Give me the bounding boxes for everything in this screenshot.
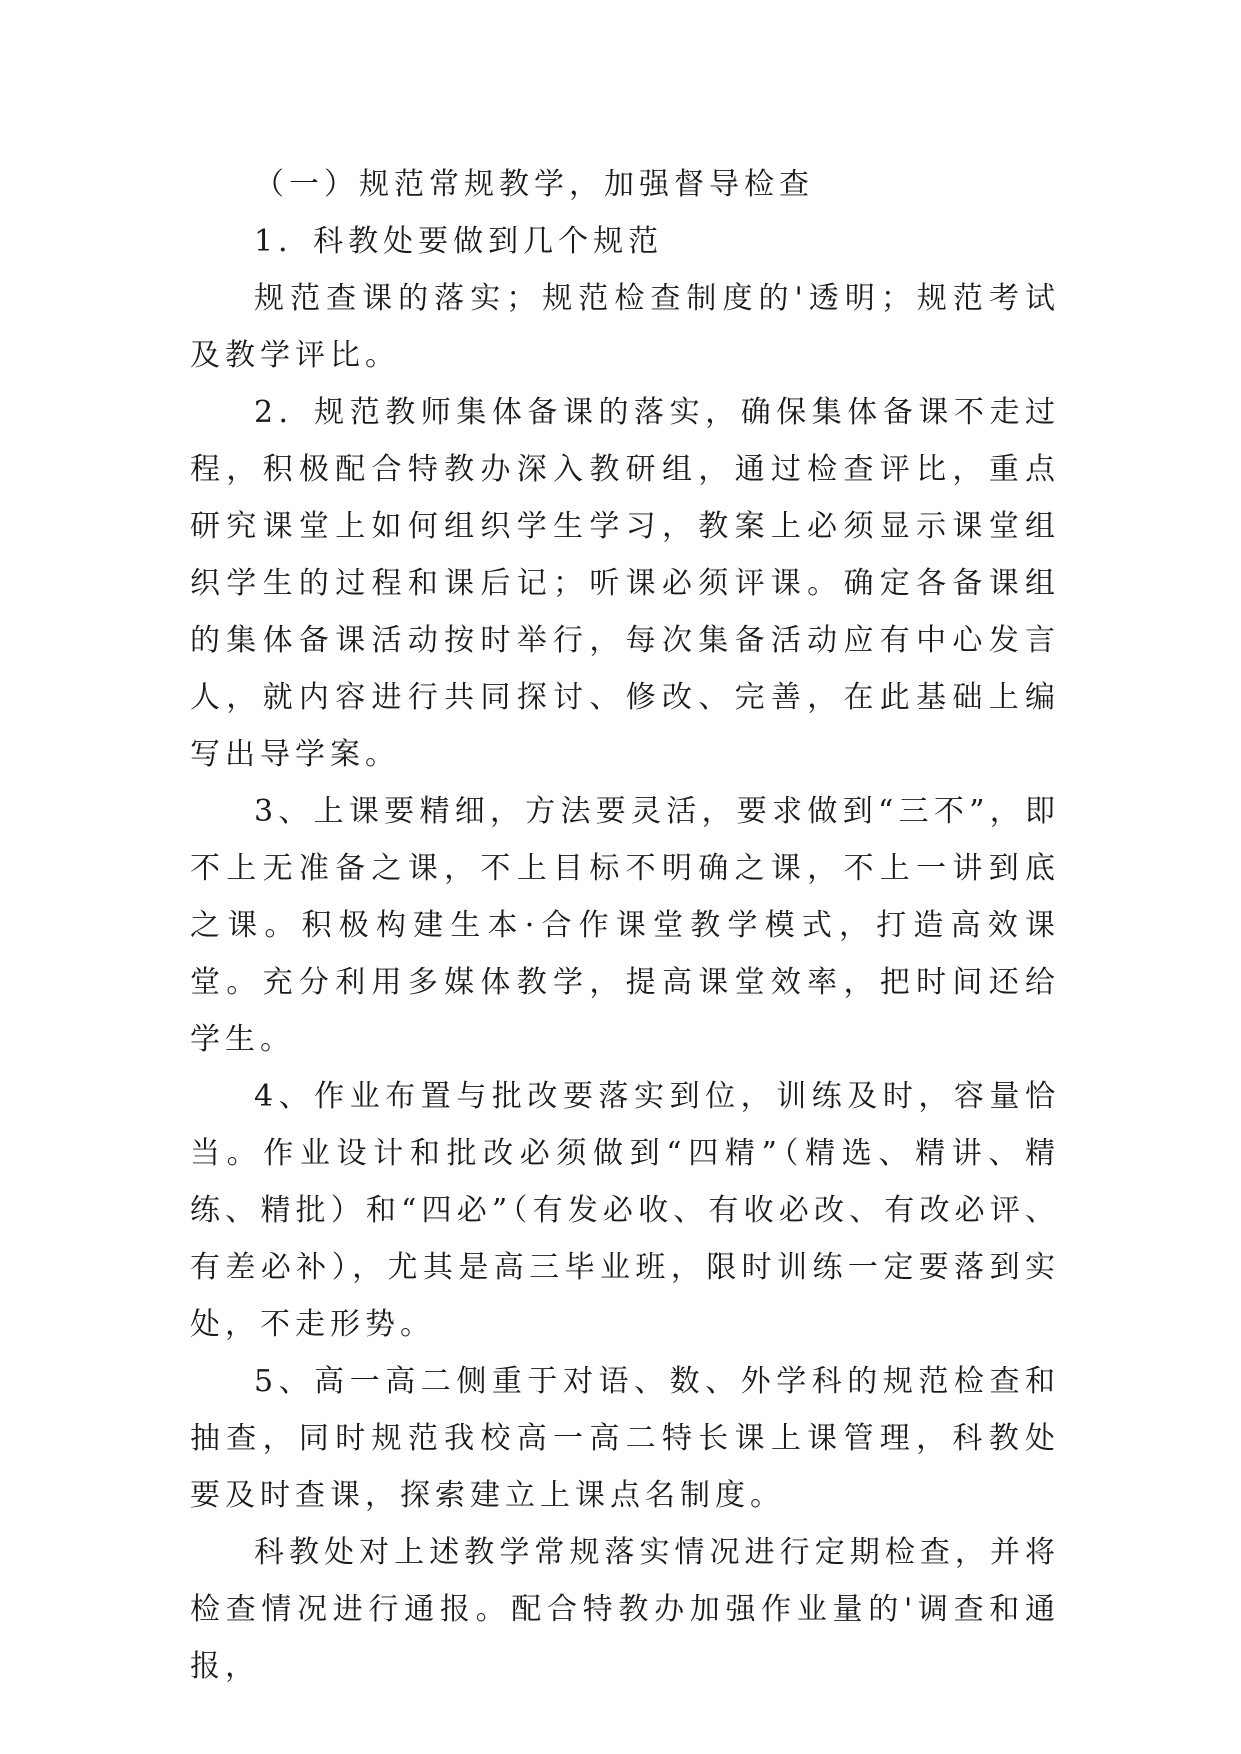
paragraph-item-5: 5、高一高二侧重于对语、数、外学科的规范检查和抽查，同时规范我校高一高二特长课上课管理，科教处要及时查课，探索建立上课点名制度。 xyxy=(190,1364,1060,1513)
paragraph-item-4: 4、作业布置与批改要落实到位，训练及时，容量恰当。作业设计和批改必须做到“四精”（精选、精讲、精练、精批）和“四必”（有发必收、有收必改、有改必评、有差必补），尤其是高三毕业班，限时训练一定要落到实处，不走形势。 xyxy=(190,1079,1060,1342)
paragraph-item-3: 3、上课要精细，方法要灵活，要求做到“三不”，即不上无准备之课，不上目标不明确之课，不上一讲到底之课。积极构建生本·合作课堂教学模式，打造高效课堂。充分利用多媒体教学，提高课堂效率，把时间还给学生。 xyxy=(190,794,1060,1057)
section-heading: （一）规范常规教学，加强督导检查 xyxy=(254,167,814,202)
paragraph-inspection: 科教处对上述教学常规落实情况进行定期检查，并将检查情况进行通报。配合特教办加强作业量的'调查和通报， xyxy=(190,1535,1060,1684)
paragraph-norms: 规范查课的落实；规范检查制度的'透明；规范考试及教学评比。 xyxy=(190,281,1060,373)
paragraph-item-1-title: 1．科教处要做到几个规范 xyxy=(254,224,664,259)
document-body xyxy=(190,156,1060,1695)
paragraph-item-2: 2．规范教师集体备课的落实，确保集体备课不走过程，积极配合特教办深入教研组，通过检查评比，重点研究课堂上如何组织学生学习，教案上必须显示课堂组织学生的过程和课后记；听课必须评课。确定各备课组的集体备课活动按时举行，每次集备活动应有中心发言人，就内容进行共同探讨、修改、完善，在此基础上编写出导学案。 xyxy=(190,395,1060,772)
